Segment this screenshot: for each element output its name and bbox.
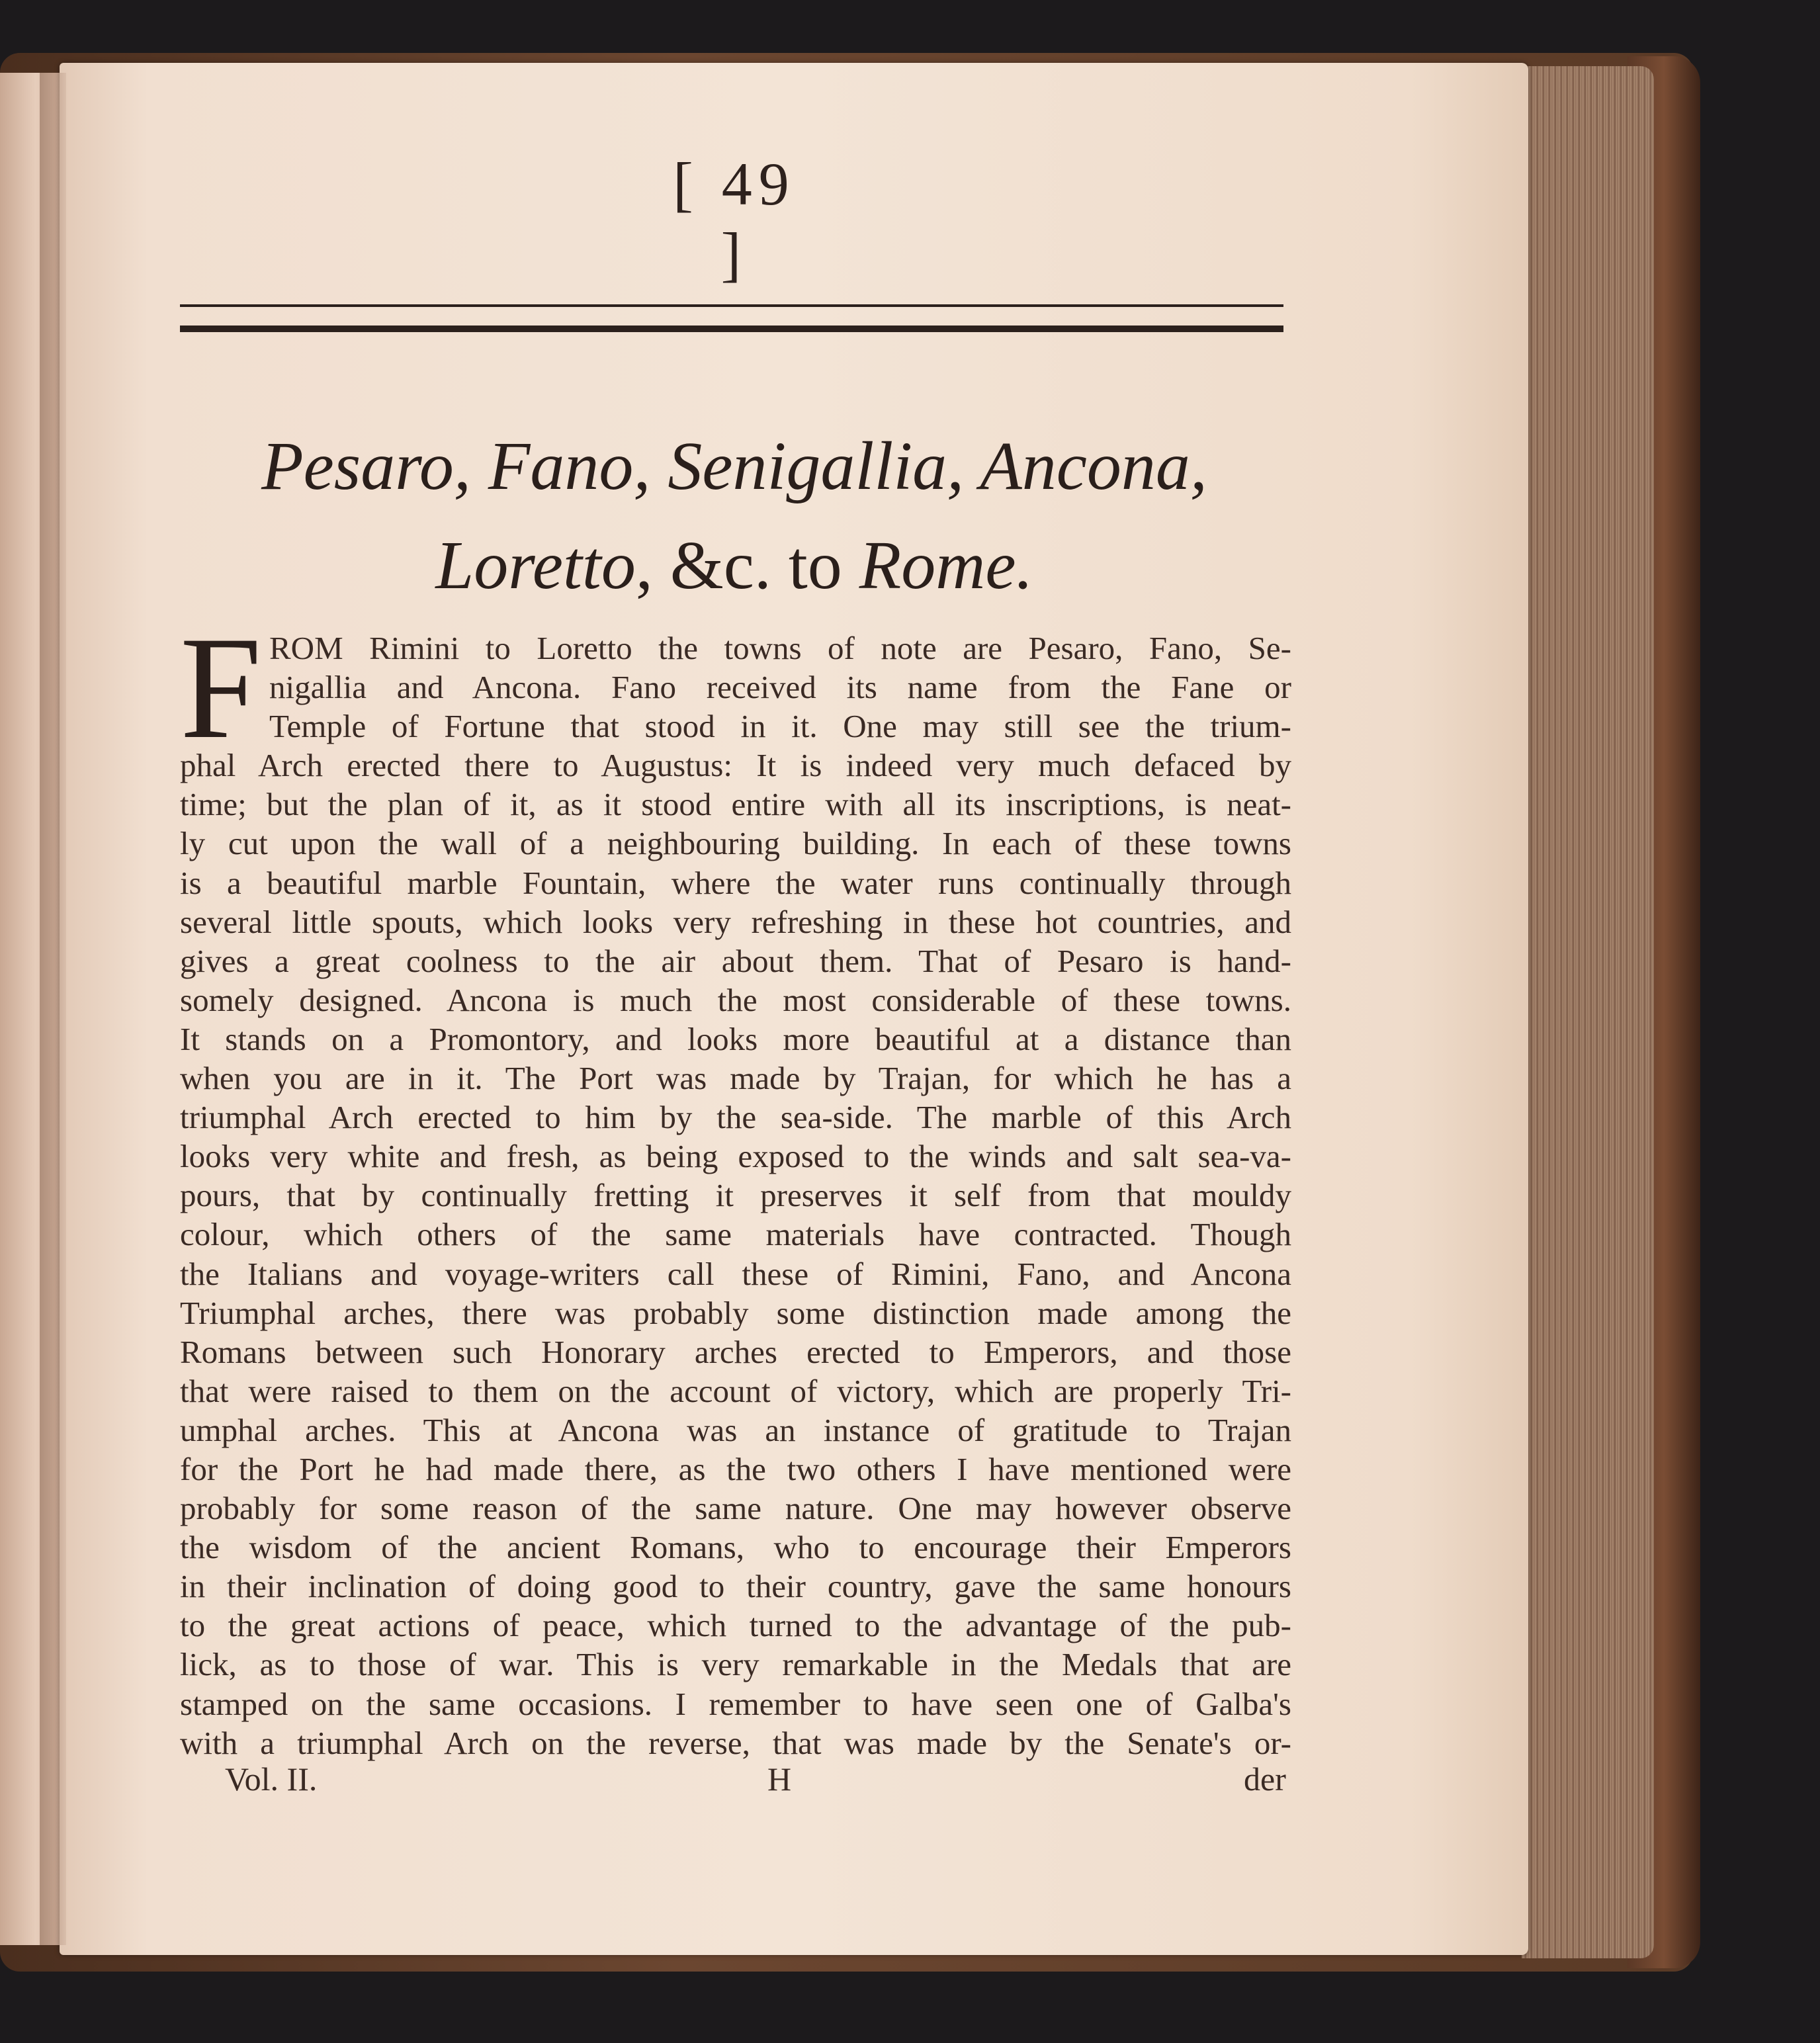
drop-cap: F	[180, 607, 262, 769]
body-line: phal Arch erected there to Augustus: It is indeed very much defaced by	[180, 747, 1291, 784]
body-line: in their inclination of doing good to their country, gave the same honours	[180, 1568, 1291, 1605]
title-loretto: Loretto	[435, 527, 636, 603]
body-line: somely designed. Ancona is much the most considerable of these towns.	[180, 981, 1291, 1018]
volume-label: Vol. II.	[225, 1760, 318, 1798]
body-line: nigallia and Ancona. Fano received its name from the Fane or	[269, 669, 1291, 706]
body-line: Temple of Fortune that stood in it. One may still see the trium-	[269, 708, 1291, 745]
body-line: to the great actions of peace, which turned to the advantage of the pub-	[180, 1607, 1291, 1644]
body-line: gives a great coolness to the air about them. That of Pesaro is hand-	[180, 942, 1291, 979]
body-line: the wisdom of the ancient Romans, who to encourage their Emperors	[180, 1529, 1291, 1566]
body-line: Triumphal arches, there was probably some distinction made among the	[180, 1294, 1291, 1331]
body-line: is a beautiful marble Fountain, where the water runs continually through	[180, 864, 1291, 901]
body-line: colour, which others of the same materials have contracted. Though	[180, 1216, 1291, 1253]
page-number: [ 49 ]	[673, 150, 796, 288]
chapter-title-line-2	[179, 516, 1290, 615]
body-line: stamped on the same occasions. I remember to have seen one of Galba's	[180, 1685, 1291, 1722]
body-line: when you are in it. The Port was made by Trajan, for which he has a	[180, 1060, 1291, 1097]
chapter-title	[179, 417, 1290, 615]
title-connector: , &c. to	[635, 527, 859, 603]
body-line: pours, that by continually fretting it preserves it self from that mouldy	[180, 1177, 1291, 1214]
body-line: several little spouts, which looks very refreshing in these hot countries, and	[180, 903, 1291, 940]
body-line: probably for some reason of the same nature. One may however observe	[180, 1490, 1291, 1527]
body-line: for the Port he had made there, as the two others I have mentioned were	[180, 1450, 1291, 1487]
body-line: ly cut upon the wall of a neighbouring building. In each of these towns	[180, 825, 1291, 862]
body-line: the Italians and voyage-writers call these of Rimini, Fano, and Ancona	[180, 1255, 1291, 1292]
body-line: time; but the plan of it, as it stood entire with all its inscriptions, is neat-	[180, 786, 1291, 823]
signature-mark: H	[767, 1760, 792, 1798]
chapter-title-line-1: Pesaro, Fano, Senigallia, Ancona,	[261, 428, 1207, 504]
body-line: It stands on a Promontory, and looks more beautiful at a distance than	[180, 1020, 1291, 1057]
header-rule-thick	[180, 326, 1283, 332]
body-line: lick, as to those of war. This is very remarkable in the Medals that are	[180, 1646, 1291, 1683]
body-line: umphal arches. This at Ancona was an instance of gratitude to Trajan	[180, 1411, 1291, 1448]
title-rome: Rome.	[859, 527, 1033, 603]
body-line: ROM Rimini to Loretto the towns of note are Pesaro, Fano, Se-	[269, 630, 1291, 666]
body-text	[180, 607, 1291, 1762]
body-line: looks very white and fresh, as being exposed to the winds and salt sea-va-	[180, 1138, 1291, 1175]
body-line: Romans between such Honorary arches erected to Emperors, and those	[180, 1333, 1291, 1370]
body-line: with a triumphal Arch on the reverse, that was made by the Senate's or-	[180, 1724, 1291, 1761]
catchword: der	[1244, 1760, 1286, 1798]
body-line: that were raised to them on the account of victory, which are properly Tri-	[180, 1372, 1291, 1409]
body-line: triumphal Arch erected to him by the sea-side. The marble of this Arch	[180, 1099, 1291, 1136]
header-rule-thin	[180, 304, 1283, 307]
